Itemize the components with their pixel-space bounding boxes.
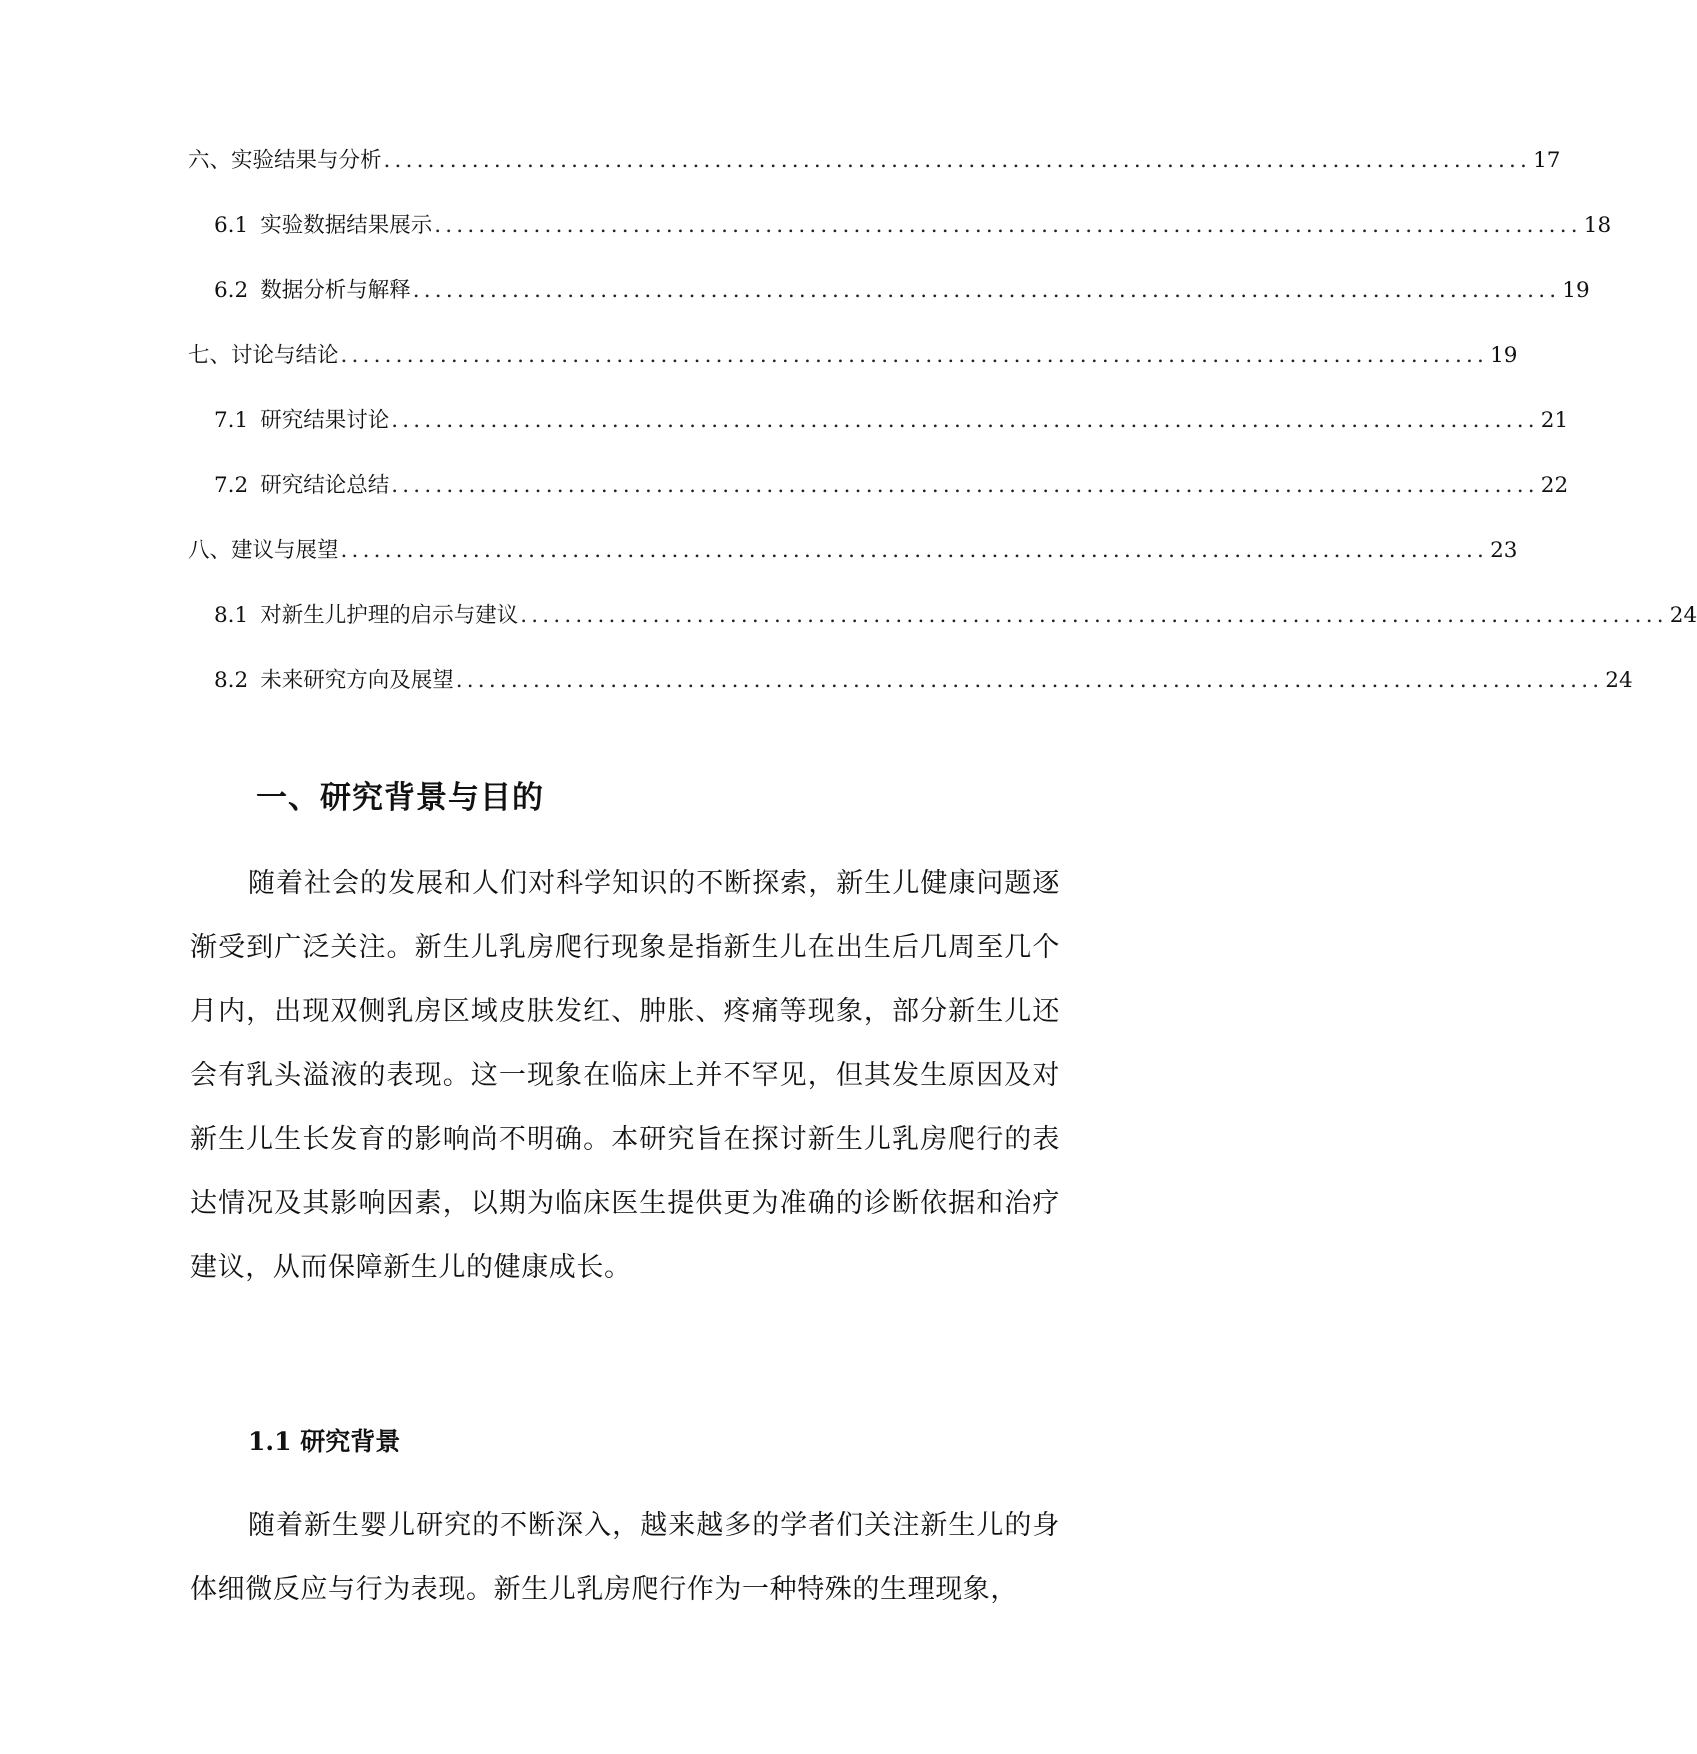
toc-dot-leader: ........................................................................................................ (391, 408, 1539, 433)
section-heading: 一、研究背景与目的 (256, 780, 544, 816)
toc-page-number: 19 (1490, 343, 1518, 368)
body-paragraph: 随着新生婴儿研究的不断深入，越来越多的学者们关注新生儿的身体细微反应与行为表现。新生儿乳房爬行作为一种特殊的生理现象， (190, 1510, 1060, 1605)
toc-entry-number: 7.2 (214, 473, 249, 498)
toc-dot-leader: ........................................................................................................ (434, 213, 1582, 238)
toc-entry-title: 七、讨论与结论 (188, 343, 339, 368)
toc-dot-leader: ........................................................................................................ (412, 278, 1561, 303)
toc-entry[interactable] (188, 146, 1561, 211)
toc-entry-title: 六、实验结果与分析 (188, 148, 382, 173)
toc-page-number: 18 (1583, 213, 1612, 238)
toc-entry-title: 数据分析与解释 (260, 278, 411, 303)
toc-entry[interactable] (188, 601, 1697, 666)
toc-entry-number: 7.1 (214, 408, 249, 433)
toc-entry-number: 8.2 (214, 668, 249, 693)
toc-dot-leader: ........................................................................................................ (391, 473, 1539, 498)
toc-entry-title: 八、建议与展望 (188, 538, 339, 563)
toc-entry[interactable] (188, 341, 1518, 406)
toc-entry[interactable] (188, 471, 1569, 536)
table-of-contents (188, 146, 1697, 731)
toc-page-number: 19 (1562, 278, 1590, 303)
subsection-heading: 1.1 研究背景 (248, 1427, 401, 1456)
toc-entry-title: 研究结论总结 (260, 473, 390, 498)
toc-entry-title: 对新生儿护理的启示与建议 (260, 603, 519, 628)
toc-page-number: 22 (1540, 473, 1569, 498)
toc-page-number: 24 (1669, 603, 1697, 628)
toc-entry[interactable] (188, 666, 1633, 731)
toc-dot-leader: ........................................................................................................ (455, 668, 1604, 693)
toc-entry-title: 研究结果讨论 (260, 408, 390, 433)
body-paragraph: 随着社会的发展和人们对科学知识的不断探索，新生儿健康问题逐渐受到广泛关注。新生儿乳房爬行现象是指新生儿在出生后几周至几个月内，出现双侧乳房区域皮肤发红、肿胀、疼痛等现象，部分新生儿还会有乳头溢液的表现。这一现象在临床上并不罕见，但其发生原因及对新生儿生长发育的影响尚不明确。本研究旨在探讨新生儿乳房爬行的表达情况及其影响因素，以期为临床医生提供更为准确的诊断依据和治疗建议，从而保障新生儿的健康成长。 (190, 868, 1060, 1283)
toc-dot-leader: ........................................................................................................ (340, 538, 1489, 563)
toc-entry[interactable] (188, 211, 1612, 276)
toc-page-number: 24 (1605, 668, 1633, 693)
toc-entry-number: 6.1 (214, 213, 249, 238)
toc-page-number: 21 (1540, 408, 1569, 433)
toc-entry[interactable] (188, 536, 1518, 601)
toc-entry[interactable] (188, 406, 1569, 471)
toc-dot-leader: ........................................................................................................ (520, 603, 1668, 628)
toc-entry-title: 未来研究方向及展望 (260, 668, 454, 693)
toc-entry-title: 实验数据结果展示 (260, 213, 433, 238)
toc-page-number: 17 (1533, 148, 1561, 173)
toc-dot-leader: ........................................................................................................ (383, 148, 1532, 173)
toc-entry-number: 8.1 (214, 603, 249, 628)
toc-entry-number: 6.2 (214, 278, 249, 303)
toc-entry[interactable] (188, 276, 1590, 341)
toc-dot-leader: ........................................................................................................ (340, 343, 1489, 368)
toc-page-number: 23 (1490, 538, 1518, 563)
